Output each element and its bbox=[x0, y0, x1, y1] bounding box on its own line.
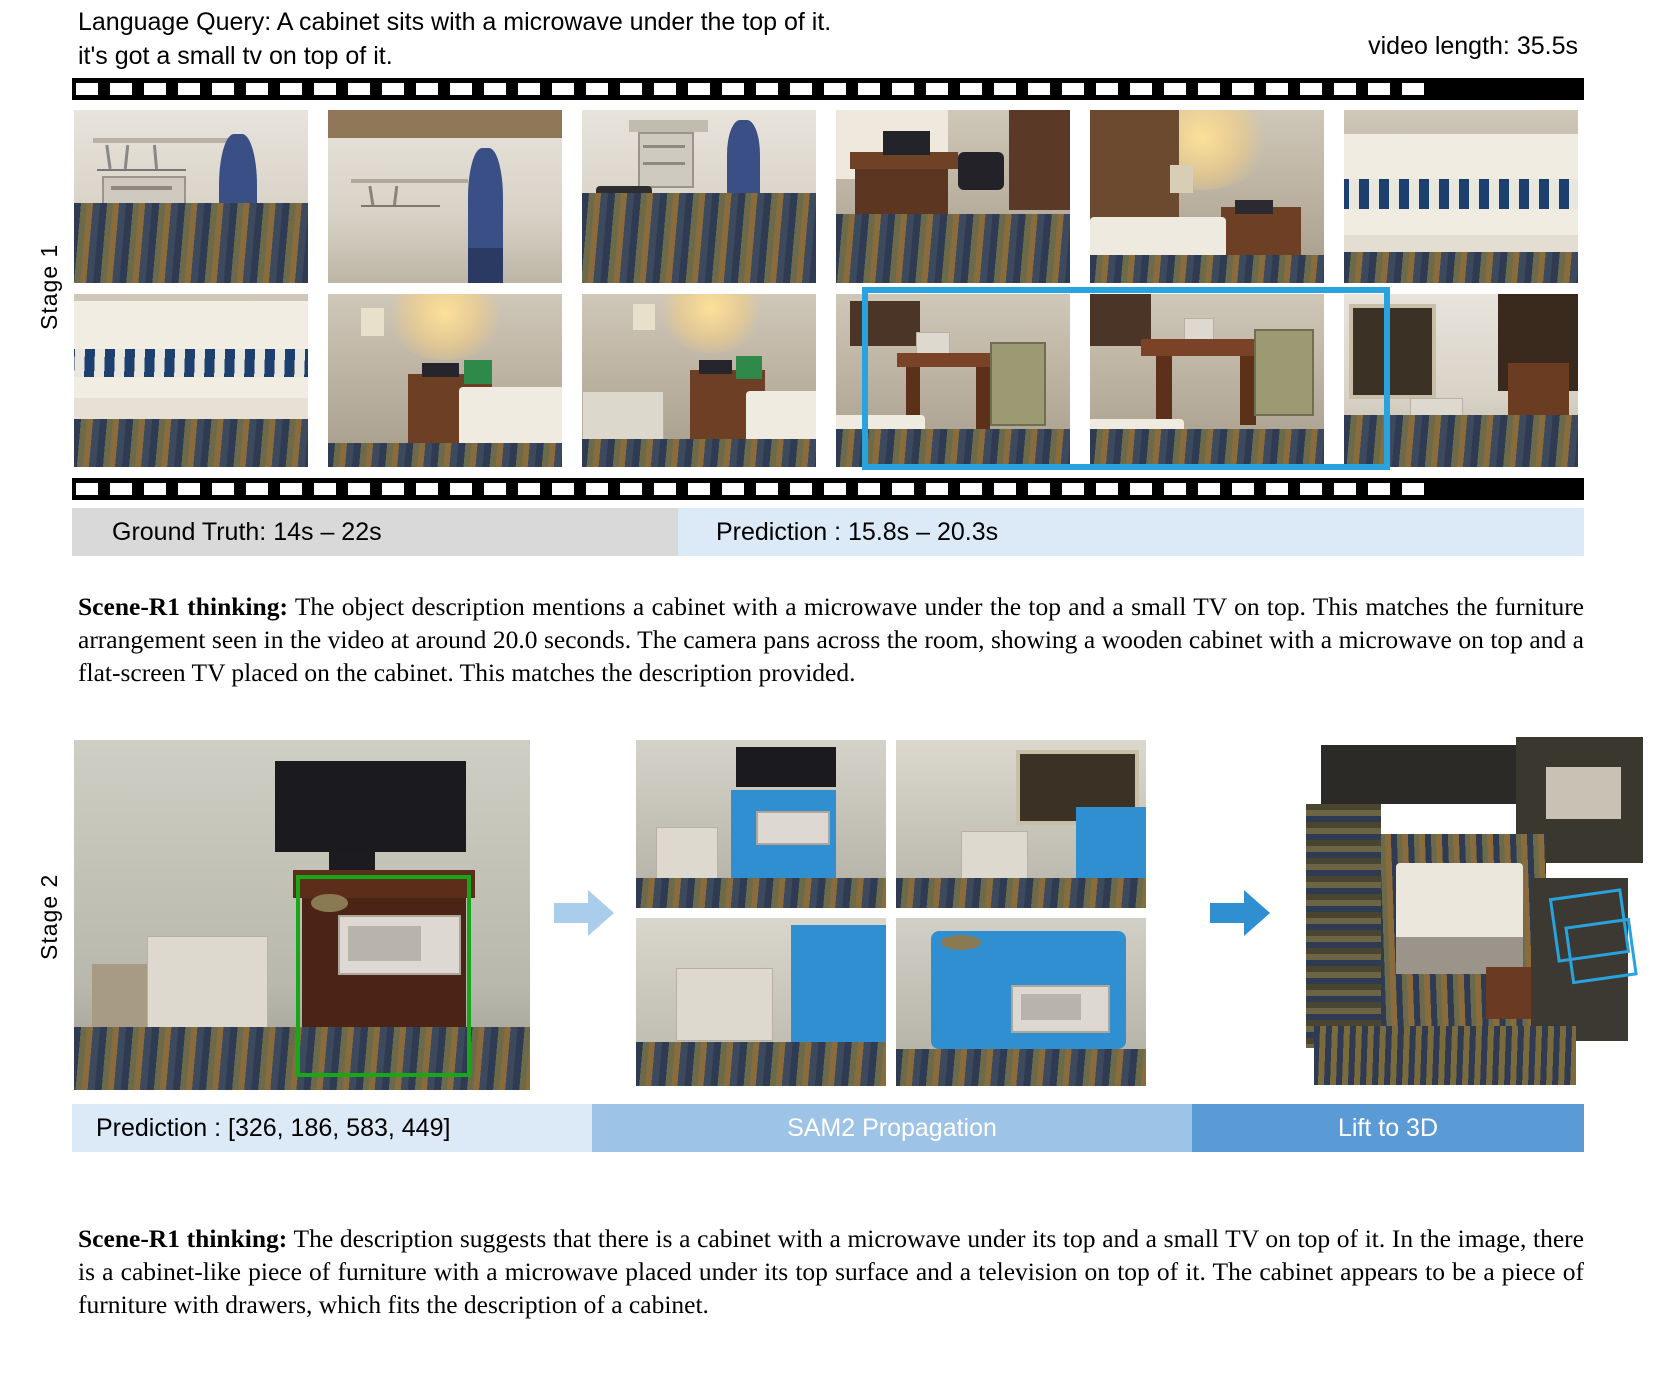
lifted-3d-point-cloud bbox=[1284, 730, 1658, 1100]
stage2-pipeline bbox=[74, 740, 1586, 1090]
film-perforation bbox=[960, 483, 982, 495]
film-perforation bbox=[1062, 83, 1084, 95]
film-perforation bbox=[348, 483, 370, 495]
film-perforation bbox=[926, 483, 948, 495]
film-perforation bbox=[450, 483, 472, 495]
thinking-2-text: The description suggests that there is a cabinet with a microwave under its top and a small TV on top of it. In the image, there is a cabinet-like piece of furniture with a microwave placed under its top surface and a television on top of it. The cabinet appears to be a piece of furniture with drawers, which fits the description of a cabinet. bbox=[78, 1224, 1584, 1320]
video-frame-highlighted bbox=[836, 294, 1070, 467]
video-frame bbox=[74, 110, 308, 283]
stage1-result-bars bbox=[72, 508, 1584, 556]
thinking-2-label: Scene-R1 thinking: bbox=[78, 1224, 288, 1253]
film-perforation bbox=[1368, 483, 1390, 495]
film-perforation bbox=[246, 483, 268, 495]
film-perforation bbox=[552, 83, 574, 95]
film-perforation bbox=[1266, 483, 1288, 495]
film-perforation bbox=[892, 83, 914, 95]
sam2-propagation-views bbox=[636, 740, 1196, 1090]
video-frame bbox=[582, 294, 816, 467]
film-perforation bbox=[1402, 483, 1424, 495]
film-perforation bbox=[1028, 483, 1050, 495]
film-perforation bbox=[1232, 483, 1254, 495]
film-perforation bbox=[858, 483, 880, 495]
film-perforation bbox=[1266, 83, 1288, 95]
thinking-1-label: Scene-R1 thinking: bbox=[78, 592, 288, 621]
stage2-keyframe bbox=[74, 740, 530, 1090]
film-perforation bbox=[1402, 83, 1424, 95]
film-perforation bbox=[858, 83, 880, 95]
film-perforation bbox=[178, 83, 200, 95]
film-perforation bbox=[722, 483, 744, 495]
ground-truth-bar: Ground Truth: 14s – 22s bbox=[72, 508, 678, 556]
arrow-right-solid-icon bbox=[1210, 890, 1270, 936]
film-perforation bbox=[382, 83, 404, 95]
language-query bbox=[78, 6, 838, 73]
film-perforation bbox=[1300, 483, 1322, 495]
film-perforation bbox=[1164, 483, 1186, 495]
film-perforation bbox=[824, 83, 846, 95]
film-perforation bbox=[246, 83, 268, 95]
film-perforation bbox=[110, 483, 132, 495]
film-perforation bbox=[1164, 83, 1186, 95]
film-perforation bbox=[212, 483, 234, 495]
sam2-view bbox=[636, 740, 886, 908]
film-perforation bbox=[144, 83, 166, 95]
film-perforation bbox=[1300, 83, 1322, 95]
film-perforation bbox=[654, 83, 676, 95]
sam2-view bbox=[636, 918, 886, 1086]
film-perforation bbox=[994, 483, 1016, 495]
video-frame bbox=[328, 110, 562, 283]
film-perforation bbox=[178, 483, 200, 495]
film-perforation bbox=[484, 83, 506, 95]
language-query-text: Language Query: A cabinet sits with a microwave under the top of it. it's got a small tv on top of it. bbox=[78, 8, 832, 70]
arrow-right-light-icon bbox=[554, 890, 614, 936]
film-perforation bbox=[1096, 483, 1118, 495]
film-perforation bbox=[790, 483, 812, 495]
film-perforation bbox=[76, 83, 98, 95]
film-perforation bbox=[416, 83, 438, 95]
video-frame-highlighted bbox=[1090, 294, 1324, 467]
film-perforation bbox=[688, 483, 710, 495]
film-perforation bbox=[110, 83, 132, 95]
film-perforation bbox=[790, 83, 812, 95]
film-perforation bbox=[722, 83, 744, 95]
film-perforation bbox=[314, 83, 336, 95]
film-perforation bbox=[756, 483, 778, 495]
film-perforation bbox=[450, 83, 472, 95]
video-frame-grid bbox=[74, 110, 1584, 467]
film-perforation bbox=[1198, 83, 1220, 95]
film-perforation bbox=[1028, 83, 1050, 95]
sam2-view bbox=[896, 918, 1146, 1086]
film-perforation bbox=[484, 483, 506, 495]
film-perforation bbox=[892, 483, 914, 495]
film-perforation bbox=[348, 83, 370, 95]
film-perforation bbox=[280, 483, 302, 495]
filmstrip-top bbox=[72, 78, 1584, 100]
video-frame bbox=[1090, 110, 1324, 283]
video-frame bbox=[836, 110, 1070, 283]
stage-2-label: Stage 2 bbox=[36, 873, 62, 960]
video-frame bbox=[582, 110, 816, 283]
film-perforation bbox=[620, 483, 642, 495]
film-perforation bbox=[1334, 483, 1356, 495]
film-perforation bbox=[1062, 483, 1084, 495]
film-perforation bbox=[212, 83, 234, 95]
sam2-propagation-bar: SAM2 Propagation bbox=[592, 1104, 1192, 1152]
film-perforation bbox=[280, 83, 302, 95]
stage2-prediction-bar: Prediction : [326, 186, 583, 449] bbox=[72, 1104, 592, 1152]
prediction-bar: Prediction : 15.8s – 20.3s bbox=[678, 508, 1584, 556]
film-perforation bbox=[1130, 483, 1152, 495]
film-perforation bbox=[416, 483, 438, 495]
filmstrip-bottom bbox=[72, 478, 1584, 500]
film-perforation bbox=[314, 483, 336, 495]
film-perforation bbox=[586, 483, 608, 495]
film-perforation bbox=[1334, 83, 1356, 95]
thinking-paragraph-2 bbox=[78, 1222, 1584, 1321]
film-perforation bbox=[1096, 83, 1118, 95]
stage2-result-bars bbox=[72, 1104, 1584, 1152]
film-perforation bbox=[552, 483, 574, 495]
film-perforation bbox=[1130, 83, 1152, 95]
film-perforation bbox=[1368, 83, 1390, 95]
video-frame bbox=[1344, 294, 1578, 467]
lift-to-3d-bar: Lift to 3D bbox=[1192, 1104, 1584, 1152]
film-perforation bbox=[1232, 83, 1254, 95]
film-perforation bbox=[926, 83, 948, 95]
film-perforation bbox=[620, 83, 642, 95]
thinking-1-text: The object description mentions a cabinet with a microwave under the top and a small TV on top. This matches the furniture arrangement seen in the video at around 20.0 seconds. The camera pans across the room, showing a wooden cabinet with a microwave on top and a flat-screen TV placed on the cabinet. This matches the description provided. bbox=[78, 592, 1584, 688]
film-perforation bbox=[824, 483, 846, 495]
film-perforation bbox=[76, 483, 98, 495]
sam2-view bbox=[896, 740, 1146, 908]
video-frame bbox=[1344, 110, 1578, 283]
film-perforation bbox=[586, 83, 608, 95]
film-perforation bbox=[688, 83, 710, 95]
film-perforation bbox=[382, 483, 404, 495]
video-length-label: video length: 35.5s bbox=[1368, 32, 1578, 60]
stage-1-label: Stage 1 bbox=[36, 243, 62, 330]
film-perforation bbox=[654, 483, 676, 495]
video-frame bbox=[74, 294, 308, 467]
film-perforation bbox=[960, 83, 982, 95]
film-perforation bbox=[994, 83, 1016, 95]
video-frame bbox=[328, 294, 562, 467]
film-perforation bbox=[518, 83, 540, 95]
film-perforation bbox=[144, 483, 166, 495]
thinking-paragraph-1 bbox=[78, 590, 1584, 689]
film-perforation bbox=[1198, 483, 1220, 495]
film-perforation bbox=[518, 483, 540, 495]
film-perforation bbox=[756, 83, 778, 95]
predicted-bounding-box bbox=[296, 875, 471, 1077]
